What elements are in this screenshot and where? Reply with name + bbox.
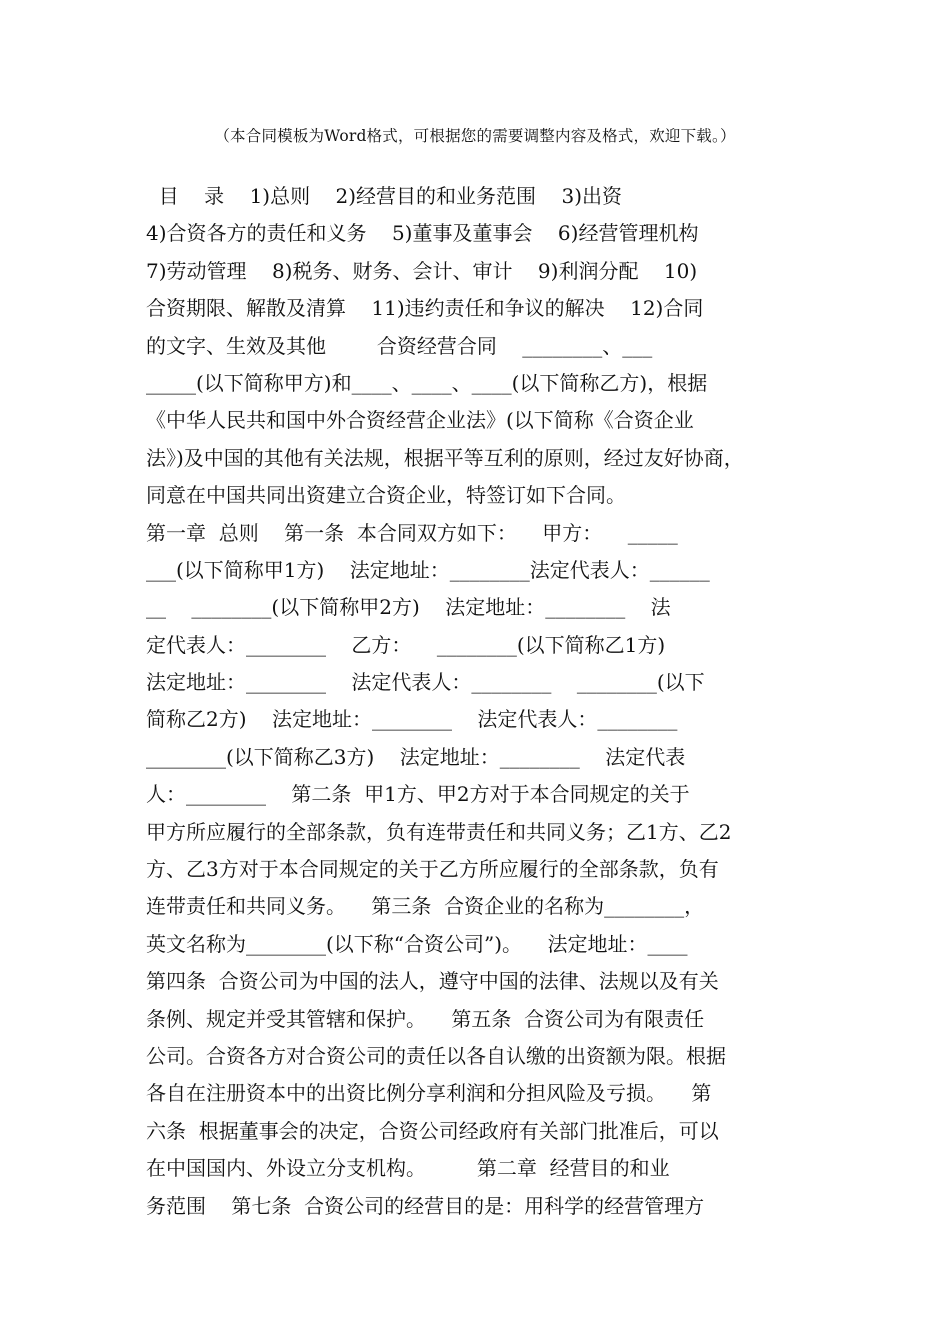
body-line: 法》)及中国的其他有关法规，根据平等互利的原则，经过友好协商， <box>146 445 744 470</box>
body-line: ___(以下简称甲1方) 法定地址：________法定代表人：______ <box>146 557 710 582</box>
body-line: 定代表人：________ 乙方： ________(以下简称乙1方) <box>146 632 666 657</box>
body-line: 目 录 1)总则 2)经营目的和业务范围 3)出资 <box>146 184 623 208</box>
body-line: 法定地址：________ 法定代表人：________ ________(以下 <box>146 670 705 695</box>
body-line: 合资期限、解散及清算 11)违约责任和争议的解决 12)合同 <box>146 296 704 321</box>
body-line: 务范围 第七条 合资公司的经营目的是：用科学的经营管理方 <box>146 1193 705 1218</box>
body-line: 方、乙3方对于本合同规定的关于乙方所应履行的全部条款，负有 <box>146 857 719 882</box>
body-line: 4)合资各方的责任和义务 5)董事及董事会 6)经营管理机构 <box>146 221 699 246</box>
body-line: 甲方所应履行的全部条款，负有连带责任和共同义务；乙1方、乙2 <box>146 819 732 844</box>
body-line: 各自在注册资本中的出资比例分享利润和分担风险及亏损。 第 <box>146 1081 712 1106</box>
body-line: 简称乙2方) 法定地址：________ 法定代表人：________ <box>146 707 678 732</box>
body-line: 公司。合资各方对合资公司的责任以各自认缴的出资额为限。根据 <box>146 1043 726 1068</box>
body-line: 7)劳动管理 8)税务、财务、会计、审计 9)利润分配 10) <box>146 258 698 283</box>
body-line: 的文字、生效及其他 合资经营合同 ________、___ <box>146 333 653 358</box>
body-line: 第四条 合资公司为中国的法人，遵守中国的法律、法规以及有关 <box>146 969 719 994</box>
body-line: 英文名称为________(以下称“合资公司”)。 法定地址：____ <box>146 931 688 956</box>
body-line: 同意在中国共同出资建立合资企业，特签订如下合同。 <box>146 483 626 508</box>
body-line: 在中国国内、外设立分支机构。 第二章 经营目的和业 <box>146 1156 670 1181</box>
contract-body <box>146 178 806 1225</box>
body-line: 人：________ 第二条 甲1方、甲2方对于本合同规定的关于 <box>146 782 690 807</box>
body-line: 《中华人民共和国中外合资经营企业法》(以下简称《合资企业 <box>146 408 694 433</box>
template-note: （本合同模板为Word格式，可根据您的需要调整内容及格式，欢迎下载。） <box>214 127 736 145</box>
body-line: _____(以下简称甲方)和____、____、____(以下简称乙方)，根据 <box>146 370 708 395</box>
body-line: ________(以下简称乙3方) 法定地址：________ 法定代表 <box>146 744 686 769</box>
body-line: 第一章 总则 第一条 本合同双方如下： 甲方： _____ <box>146 520 678 545</box>
body-line: 条例、规定并受其管辖和保护。 第五条 合资公司为有限责任 <box>146 1006 705 1031</box>
body-line: __ ________(以下简称甲2方) 法定地址：________ 法 <box>146 595 671 620</box>
body-line: 连带责任和共同义务。 第三条 合资企业的名称为________， <box>146 894 705 919</box>
body-line: 六条 根据董事会的决定，合资公司经政府有关部门批准后，可以 <box>146 1118 719 1143</box>
